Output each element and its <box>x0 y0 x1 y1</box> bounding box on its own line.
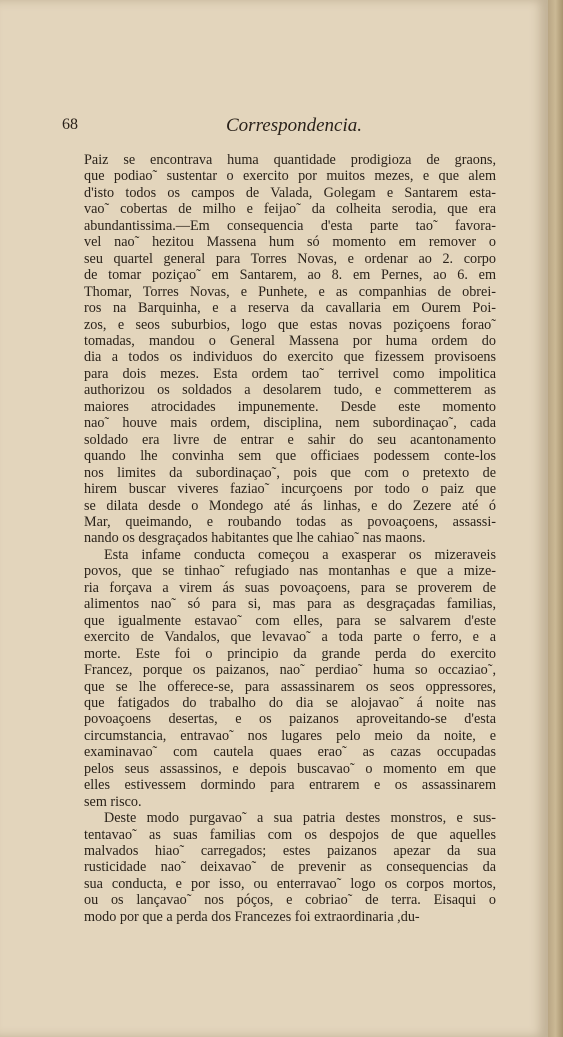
text-line: nao˜ houve mais ordem, disciplina, nem subordinaçao˜, cada <box>84 415 496 432</box>
text-line: exercito de Vandalos, que levavao˜ a toda parte o ferro, e a <box>84 629 496 646</box>
text-line: que fatigados do trabalho do dia se alojavao˜ á noite nas <box>84 694 496 711</box>
text-line: se dilata desde o Mondego até ás linhas, e do Zezere até ó <box>84 497 496 514</box>
text-line: modo por que a perda dos Francezes foi extraordinaria ,du- <box>84 908 420 925</box>
text-line: que se lhe offerece-se, para assassinarem os seos oppressores, <box>84 678 496 695</box>
page-number: 68 <box>62 116 78 133</box>
text-line: sem risco. <box>84 793 142 810</box>
text-line: rusticidade nao˜ deixavao˜ de prevenir as consequencias da <box>84 859 496 876</box>
text-line: pelos seus assassinos, e depois buscavao˜ o momento em que <box>84 760 496 777</box>
text-line: tomadas, mandou o General Massena por huma ordem do <box>84 332 496 349</box>
text-line: Deste modo purgavao˜ a sua patria destes monstros, e sus- <box>104 810 496 827</box>
text-line: ou os lançavao˜ nos póços, e cobriao˜ de terra. Eisaqui o <box>84 892 496 909</box>
paragraph <box>84 152 496 547</box>
text-line: examinavao˜ com cautela quaes erao˜ as cazas occupadas <box>84 744 496 761</box>
text-line: malvados hiao˜ carregados; estes paizanos apezar da sua <box>84 843 496 860</box>
text-line: tentavao˜ as suas familias com os despojos de que aquelles <box>84 826 496 843</box>
text-line: Thomar, Torres Novas, e Punhete, e as companhias de obrei- <box>84 283 496 300</box>
page-header <box>62 116 502 140</box>
text-line: Francez, porque os paizanos, nao˜ perdiao˜ huma so occaziao˜, <box>84 662 496 679</box>
text-line: dia a todos os individuos do exercito que fizessem provisoens <box>84 349 496 366</box>
text-line: alimentos nao˜ só para si, mas para as desgraçadas familias, <box>84 596 496 613</box>
text-line: zos, e seos suburbios, logo que estas novas poziçoens forao˜ <box>84 316 496 333</box>
text-line: maiores atrocidades impunemente. Desde este momento <box>84 398 496 415</box>
text-line: Esta infame conducta começou a exasperar os mizeraveis <box>104 546 496 563</box>
text-line: d'isto todos os campos de Valada, Golegam e Santarem esta- <box>84 184 496 201</box>
text-line: ria forçava a virem ás suas povoaçoens, para se proverem de <box>84 579 496 596</box>
text-line: hirem buscar viveres faziao˜ incurçoens por todo o paiz que <box>84 481 496 498</box>
text-line: circumstancia, entravao˜ nos lugares pelo meio da noite, e <box>84 727 496 744</box>
text-line: povos, que se tinhao˜ refugiado nas montanhas e que a mize- <box>84 563 496 580</box>
text-line: ros na Barquinha, e a reserva da cavallaria em Ourem Poi- <box>84 300 496 317</box>
body-text <box>84 152 496 925</box>
text-line: de tomar poziçao˜ em Santarem, ao 8. em Pernes, ao 6. em <box>84 267 496 284</box>
text-line: que podiao˜ sustentar o exercito por muitos mezes, e que alem <box>84 168 496 185</box>
text-line: elles estivessem dormindo para entrarem e os assassinarem <box>84 777 496 794</box>
page-edge <box>548 0 563 1037</box>
text-line: povoaçoens desertas, e os paizanos aproveitando-se d'esta <box>84 711 496 728</box>
text-line: abundantissima.—Em consequencia d'esta parte tao˜ favora- <box>84 217 496 234</box>
text-line: morte. Este foi o principio da grande perda do exercito <box>84 645 496 662</box>
text-line: seu quartel general para Torres Novas, e ordenar ao 2. corpo <box>84 250 496 267</box>
text-line: nando os desgraçados habitantes que lhe cahiao˜ nas maons. <box>84 530 426 547</box>
text-line: que igualmente estavao˜ com elles, para se salvarem d'este <box>84 612 496 629</box>
text-line: Paiz se encontrava huma quantidade prodigioza de graons, <box>84 152 496 168</box>
text-line: authorizou os soldados a desolarem tudo, e commetterem as <box>84 382 496 399</box>
paragraph <box>84 810 496 925</box>
text-line: para dois mezes. Esta ordem tao˜ terrivel como impolitica <box>84 365 496 382</box>
text-line: Mar, queimando, e roubando todas as povoaçoens, assassi- <box>84 513 496 530</box>
text-line: sua conducta, e por isso, ou enterravao˜ logo os corpos mortos, <box>84 875 496 892</box>
text-line: soldado era livre de entrar e sahir do seu acantonamento <box>84 431 496 448</box>
text-line: nos limites da subordinaçao˜, pois que com o pretexto de <box>84 464 496 481</box>
paragraph <box>84 547 496 810</box>
text-line: vao˜ cobertas de milho e feijao˜ da colheita serodia, que era <box>84 201 496 218</box>
text-line: vel nao˜ hezitou Massena hum só momento em remover o <box>84 234 496 251</box>
text-line: quando lhe convinha sem que officiaes podessem conte-los <box>84 448 496 465</box>
running-head: Correspondencia. <box>226 115 362 136</box>
